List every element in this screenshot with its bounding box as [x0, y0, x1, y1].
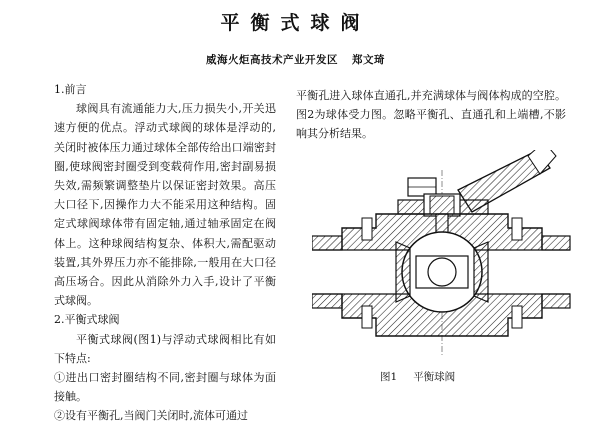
- intro-paragraph: 球阀具有流通能力大,压力损失小,开关迅速方便的优点。浮动式球阀的球体是浮动的,关闭时被体压力通过球体全部传给出口端密封圈,使球阀密封圈受到变载荷作用,密封副易损失效,需频繁调整垫片以保证密封效果。高压大口径下,因操作力大不能采用这种结构。固定式球阀球体带有固定轴,通过轴承固定在阀体上。这种球阀结构复杂、体积大,需配驱动装置,其外界压力亦不能排除,一般用在大口径高压场合。因此从消除外力入手,设计了平衡式球阀。: [54, 102, 276, 308]
- affiliation: 威海火炬高技术产业开发区: [206, 54, 338, 66]
- section-heading-intro: 1.前言: [54, 83, 87, 96]
- byline: [0, 52, 591, 67]
- feature-item-1: ①进出口密封圈结构不同,密封圈与球体为面接触。: [54, 371, 276, 404]
- figure-caption-text: 平衡球阀: [413, 371, 456, 383]
- ball-valve-drawing: [312, 150, 572, 360]
- left-column: [54, 80, 276, 426]
- feature-item-2: ②设有平衡孔,当阀门关闭时,流体可通过: [54, 409, 248, 423]
- author: 郑文琦: [352, 54, 385, 66]
- section2-paragraph: 平衡式球阀(图1)与浮动式球阀相比有如下特点:: [54, 332, 276, 365]
- section-heading-balanced-valve: 2.平衡式球阀: [54, 313, 120, 327]
- article-title: 平衡式球阀: [220, 12, 371, 34]
- figure-caption: [380, 369, 455, 384]
- right-column-text: 平衡孔进入球体直通孔,并充满球体与阀体构成的空腔。图2为球体受力图。忽略平衡孔、直通孔和上端槽,不影响其分析结果。: [296, 89, 566, 141]
- figure-number: 图1: [380, 371, 398, 383]
